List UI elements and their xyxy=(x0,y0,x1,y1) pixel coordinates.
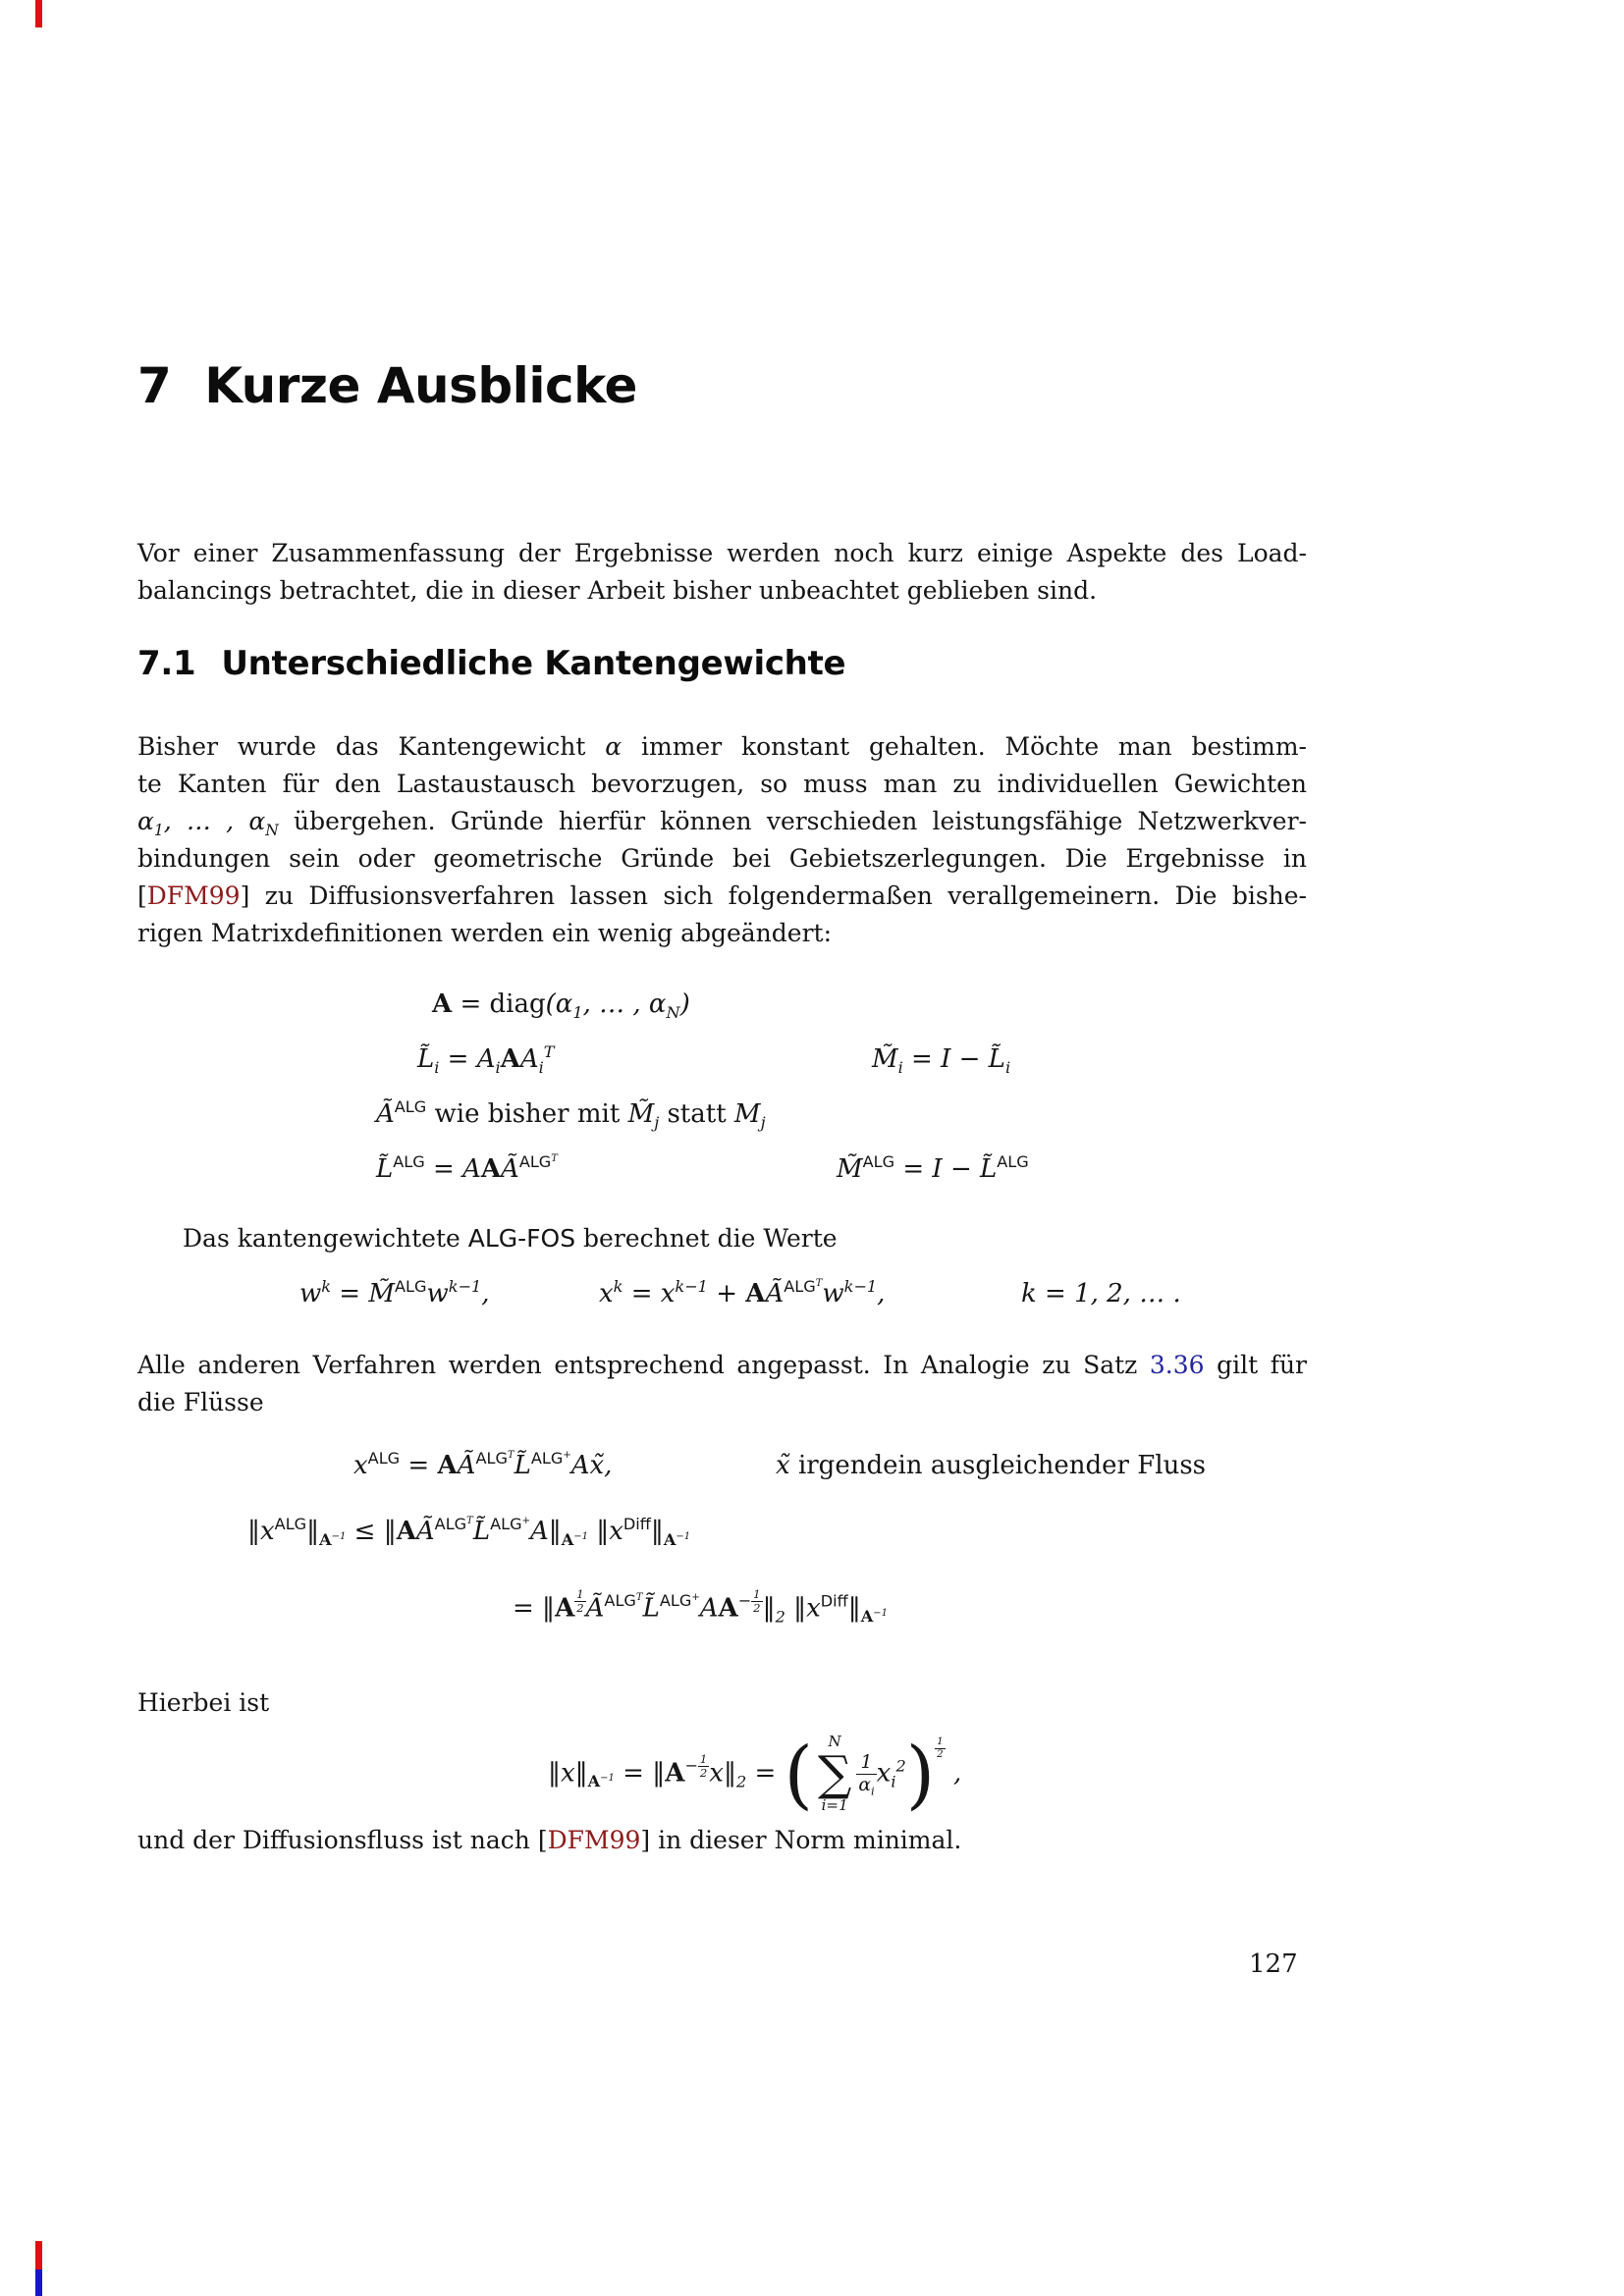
math-expression: $‖x‖_{A^{-1}}$ = $‖A^{- \frac{1}{2}}$ $x‖_2$ = ( N ∑ i=1 $\frac{1}{\alpha_i}$ $x_i^2$) $^{\frac{1}{2}}$ , xyxy=(548,1731,962,1817)
text-line: te Kanten für den Lastaustausch bevorzugen, so muss man zu individuellen Gewichten xyxy=(137,770,1307,798)
margin-mark-blue-bottom xyxy=(35,2269,42,2296)
paragraph-analogy xyxy=(137,1347,1307,1421)
text-line: bindungen sein oder geometrische Gründe bei Gebietszerlegungen. Die Ergebnisse in xyxy=(137,844,1307,873)
math-expression: = ‖A $^{\frac{1}{2}}$ $Ã^{ALG^T}L̃^{ALG^+}AA^{- \frac{1}{2}}$ $‖_2$ $‖x^{Diff}‖_{A^{-1}}$ xyxy=(513,1587,888,1627)
equation-row xyxy=(137,1142,1307,1197)
paragraph-intro xyxy=(137,535,1307,610)
equation-flow-row1 xyxy=(137,1451,1307,1514)
math-expression: $x^k = x^{k-1}$ + $AÃ^{ALG^T}w^{k-1}$, xyxy=(599,1277,886,1308)
text-line: Alle anderen Verfahren werden entsprechend angepasst. In Analogie zu Satz 3.36 gilt für xyxy=(137,1351,1307,1379)
paragraph-conclusion xyxy=(137,1822,1307,1859)
math-expression: Ã$^{ALG}$ wie bisher mit $M̃_j$ statt $M_j$ xyxy=(376,1097,766,1133)
chapter-heading xyxy=(137,357,637,414)
text-line: die Flüsse xyxy=(137,1388,264,1416)
chapter-number: 7 xyxy=(137,357,172,414)
equation-row xyxy=(137,977,1307,1032)
paragraph-hierbei xyxy=(137,1684,1307,1722)
text-line: [DFM99] zu Diffusionsverfahren lassen sich folgendermaßen verallgemeinern. Die bishe- xyxy=(137,881,1307,910)
math-expression: x̃ irgendein ausgleichender Fluss xyxy=(776,1451,1207,1480)
page-number: 127 xyxy=(1249,1949,1298,1979)
section-heading xyxy=(137,644,845,683)
citation-link[interactable]: DFM99 xyxy=(547,1826,641,1854)
margin-mark-red-bottom xyxy=(35,2241,42,2269)
math-expression: $A = diag(\alpha_1$, … , $\alpha_N$) xyxy=(432,989,690,1023)
equation-row xyxy=(137,1032,1307,1087)
math-expression: $M̃_i = I$ − $L̃_i$ xyxy=(872,1044,1011,1078)
text-line: $\alpha_1$, … , $\alpha_N$ übergehen. Gründe hierfür können verschieden leistungsfähige Netzwerkver- xyxy=(137,807,1307,839)
text-line: Vor einer Zusammenfassung der Ergebnisse werden noch kurz einige Aspekte des Load- xyxy=(137,539,1307,567)
equation-matrix-definitions xyxy=(137,977,1307,1197)
math-expression: $x^{ALG}$ = AÃ$^{ALG^T}$L̃$^{ALG^+}$Ax̃, xyxy=(353,1449,613,1480)
equation-row xyxy=(137,1087,1307,1142)
theorem-ref-link[interactable]: 3.36 xyxy=(1149,1351,1205,1379)
math-expression: $w^k$ = $M̃^{ALG}w^{k-1}$, xyxy=(299,1277,490,1308)
text-line: balancings betrachtet, die in dieser Arbeit bisher unbeachtet geblieben sind. xyxy=(137,576,1098,605)
chapter-title: Kurze Ausblicke xyxy=(204,357,637,414)
text-line: Das kantengewichtete ALG-FOS berechnet die Werte xyxy=(183,1224,838,1253)
section-number: 7.1 xyxy=(137,644,196,683)
math-expression: L̃$^{ALG}$ = AAÃ$^{ALG^T}$ xyxy=(376,1152,558,1184)
equation-weighted-norm xyxy=(548,1720,1432,1828)
math-expression: M̃$^{ALG}$ = I − L̃$^{ALG}$ xyxy=(837,1152,1029,1184)
margin-mark-red-top xyxy=(35,0,42,27)
math-expression: $‖x^{ALG}‖_{A^{-1}}$ ≤ $‖AÃ^{ALG^T}L̃^{ALG^+}A‖_{A^{-1}}$ $‖x^{Diff}‖_{A^{-1}}$ xyxy=(247,1515,691,1550)
text-line: Hierbei ist xyxy=(137,1688,270,1717)
equation-iteration xyxy=(137,1279,1307,1338)
text-line: und der Diffusionsfluss ist nach [DFM99] in dieser Norm minimal. xyxy=(137,1826,962,1854)
citation-link[interactable]: DFM99 xyxy=(146,881,241,910)
paragraph-alg-fos xyxy=(183,1220,1307,1257)
section-title: Unterschiedliche Kantengewichte xyxy=(221,644,846,683)
text-line: Bisher wurde das Kantengewicht α immer konstant gehalten. Möchte man bestimm- xyxy=(137,732,1307,761)
text-line: rigen Matrixdefinitionen werden ein wenig abgeändert: xyxy=(137,919,832,947)
paragraph-edge-weights xyxy=(137,728,1307,952)
math-expression: k = 1, 2, … . xyxy=(1021,1279,1181,1308)
math-expression: $L̃_i = A_iAA_i^T$ xyxy=(417,1042,555,1078)
